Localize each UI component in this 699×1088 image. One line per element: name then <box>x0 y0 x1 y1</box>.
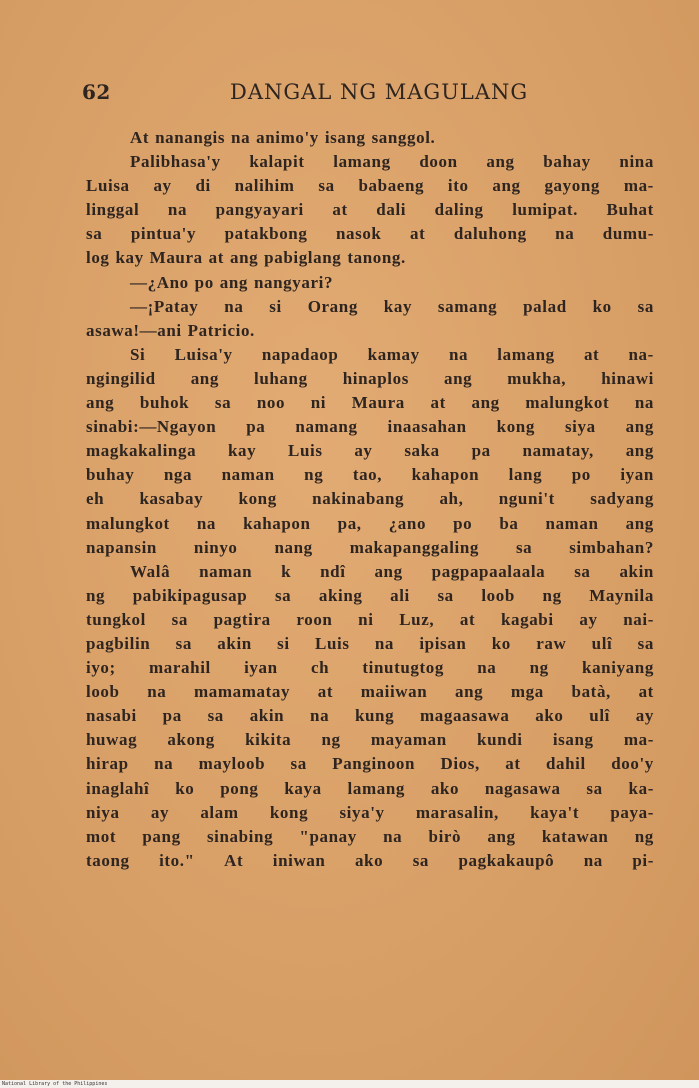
text-line: Walâ naman k ndî ang pagpapaalaala sa akin <box>130 561 654 581</box>
text-line: magkakalinga kay Luis ay saka pa namatay, ang <box>86 441 654 461</box>
text-line: mot pang sinabing "panay na birò ang katawan ng <box>86 826 654 846</box>
body-text <box>86 126 654 873</box>
text-line: taong ito." At iniwan ako sa pagkakaupô na pi- <box>86 850 654 870</box>
text-line: ang buhok sa noo ni Maura at ang malungkot na <box>86 393 654 413</box>
footer-credit: National Library of the Philippines <box>0 1080 699 1088</box>
text-line: malungkot na kahapon pa, ¿ano po ba naman ang <box>86 513 654 533</box>
text-line: sa pintua'y patakbong nasok at daluhong na dumu- <box>86 224 654 244</box>
text-line: niya ay alam kong siya'y marasalin, kaya't paya- <box>86 802 654 822</box>
text-line: Si Luisa'y napadaop kamay na lamang at na- <box>130 344 654 364</box>
text-line: Luisa ay di nalihim sa babaeng ito ang gayong ma- <box>86 176 654 196</box>
text-line: asawa!—ani Patricio. <box>86 320 255 340</box>
text-line: eh kasabay kong nakinabang ah, nguni't sadyang <box>86 489 654 509</box>
text-line: huwag akong kikita ng mayaman kundi isang ma- <box>86 730 654 750</box>
text-line: —¡Patay na si Orang kay samang palad ko sa <box>130 296 654 316</box>
text-line: iyo; marahil iyan ch tinutugtog na ng kaniyang <box>86 658 654 678</box>
text-line: napansin ninyo nang makapanggaling sa simbahan? <box>86 537 654 557</box>
text-line: hirap na mayloob sa Panginoon Dios, at dahil doo'y <box>86 754 654 774</box>
page-header <box>82 80 662 110</box>
text-line: loob na mamamatay at maiiwan ang mga batà, at <box>86 682 654 702</box>
running-title: DANGAL NG MAGULANG <box>230 80 529 104</box>
page-number: 62 <box>82 80 111 104</box>
text-line: ngingilid ang luhang hinaplos ang mukha, hinawi <box>86 368 654 388</box>
text-line: nasabi pa sa akin na kung magaasawa ako ulî ay <box>86 706 654 726</box>
text-line: buhay nga naman ng tao, kahapon lang po iyan <box>86 465 654 485</box>
text-line: sinabi:—Ngayon pa namang inaasahan kong siya ang <box>86 417 654 437</box>
text-line: log kay Maura at ang pabiglang tanong. <box>86 248 406 268</box>
text-line: linggal na pangyayari at dali daling lumipat. Buhat <box>86 200 654 220</box>
text-line: tungkol sa pagtira roon ni Luz, at kagabi ay nai- <box>86 609 654 629</box>
text-line: At nanangis na animo'y isang sanggol. <box>130 128 436 147</box>
text-line: —¿Ano po ang nangyari? <box>130 272 334 292</box>
text-line: Palibhasa'y kalapit lamang doon ang bahay nina <box>130 152 654 172</box>
text-line: ng pabikipagusap sa aking ali sa loob ng Maynila <box>86 585 654 605</box>
text-line: inaglahî ko pong kaya lamang ako nagasawa sa ka- <box>86 778 654 798</box>
text-line: pagbilin sa akin si Luis na ipisan ko raw ulî sa <box>86 633 654 653</box>
